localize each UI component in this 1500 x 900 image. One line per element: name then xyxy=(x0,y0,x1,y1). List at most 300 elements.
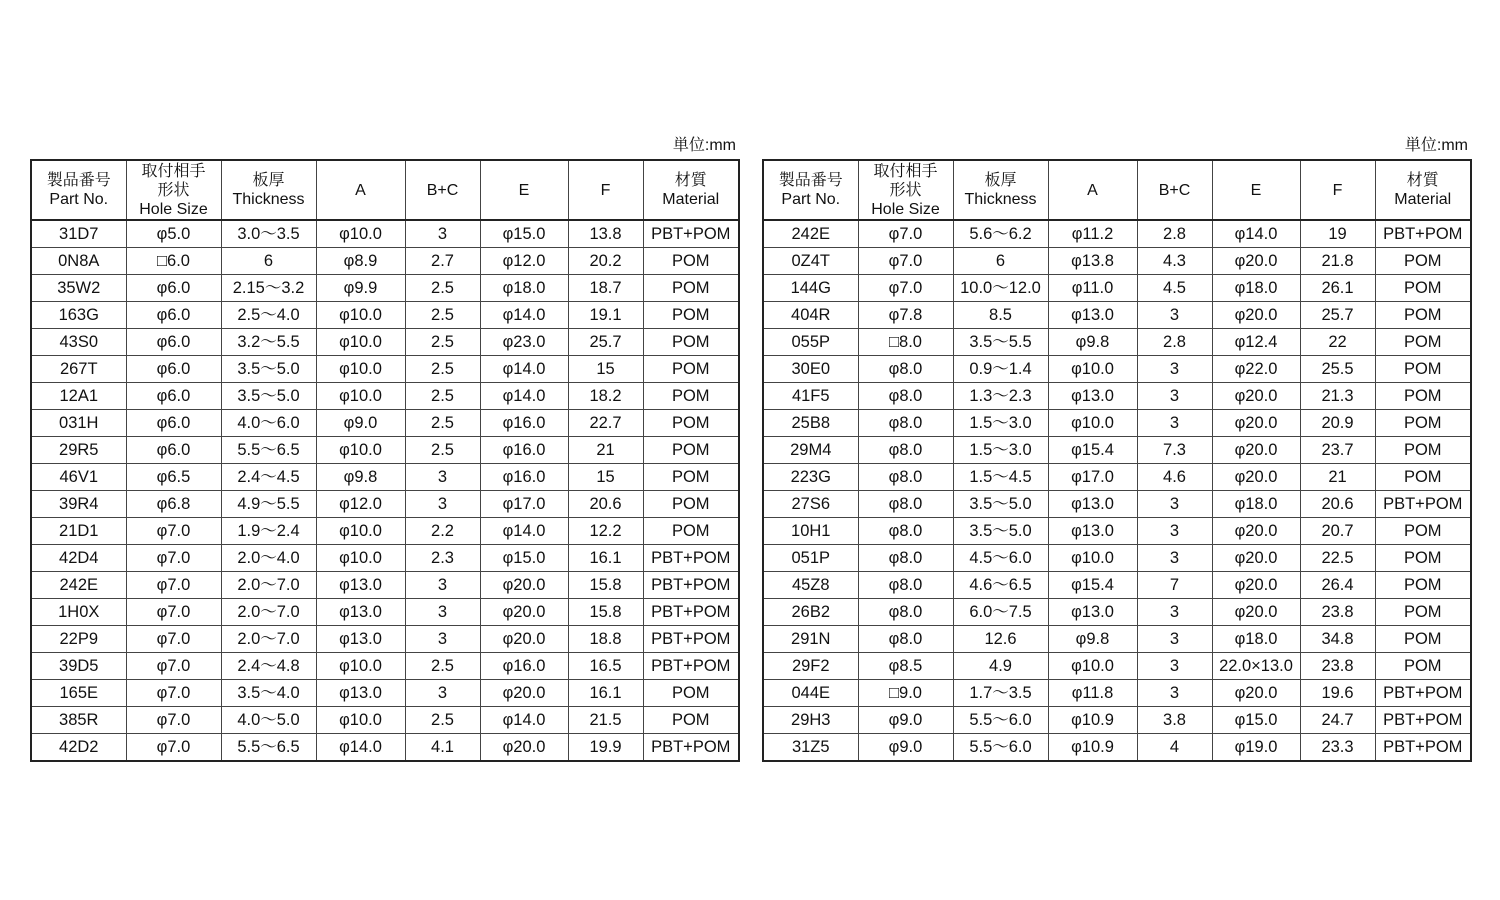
header-row xyxy=(31,160,739,220)
table-row xyxy=(31,680,739,707)
f-cell: 21.5 xyxy=(568,707,643,734)
table-row xyxy=(763,518,1471,545)
thickness-cell: 3.2〜5.5 xyxy=(221,329,316,356)
e-cell: φ18.0 xyxy=(1212,626,1300,653)
bc-cell: 3 xyxy=(1137,410,1212,437)
e-cell: φ20.0 xyxy=(480,572,568,599)
bc-cell: 3 xyxy=(1137,680,1212,707)
table-row xyxy=(31,410,739,437)
hole-size-cell: φ6.0 xyxy=(126,302,221,329)
hole-size-cell: φ8.0 xyxy=(858,599,953,626)
table-row xyxy=(763,653,1471,680)
material-cell: POM xyxy=(643,329,739,356)
table-row xyxy=(31,653,739,680)
material-cell: PBT+POM xyxy=(643,734,739,762)
e-cell: φ20.0 xyxy=(1212,518,1300,545)
thickness-cell: 3.5〜5.0 xyxy=(221,383,316,410)
f-cell: 19.9 xyxy=(568,734,643,762)
header-bc: B+C xyxy=(405,160,480,220)
part-no-cell: 26B2 xyxy=(763,599,858,626)
e-cell: φ22.0 xyxy=(1212,356,1300,383)
f-cell: 21 xyxy=(568,437,643,464)
spec-table-right xyxy=(762,159,1472,762)
hole-size-cell: φ8.0 xyxy=(858,464,953,491)
e-cell: φ18.0 xyxy=(1212,491,1300,518)
bc-cell: 3 xyxy=(1137,626,1212,653)
bc-cell: 2.3 xyxy=(405,545,480,572)
material-cell: PBT+POM xyxy=(643,572,739,599)
a-cell: φ10.9 xyxy=(1048,707,1137,734)
f-cell: 20.6 xyxy=(1300,491,1375,518)
table-row xyxy=(763,356,1471,383)
table-row xyxy=(31,302,739,329)
table-body-left xyxy=(31,220,739,761)
hole-size-cell: φ7.8 xyxy=(858,302,953,329)
material-cell: PBT+POM xyxy=(643,545,739,572)
f-cell: 19 xyxy=(1300,220,1375,248)
spec-table-left-block xyxy=(30,133,738,762)
e-cell: φ15.0 xyxy=(480,545,568,572)
part-no-cell: 291N xyxy=(763,626,858,653)
thickness-cell: 12.6 xyxy=(953,626,1048,653)
material-cell: PBT+POM xyxy=(643,599,739,626)
part-no-cell: 404R xyxy=(763,302,858,329)
f-cell: 20.9 xyxy=(1300,410,1375,437)
thickness-cell: 1.7〜3.5 xyxy=(953,680,1048,707)
hole-size-cell: φ8.0 xyxy=(858,626,953,653)
f-cell: 15 xyxy=(568,356,643,383)
e-cell: φ16.0 xyxy=(480,464,568,491)
part-no-cell: 29H3 xyxy=(763,707,858,734)
table-body-right xyxy=(763,220,1471,761)
f-cell: 19.1 xyxy=(568,302,643,329)
a-cell: φ13.0 xyxy=(316,680,405,707)
thickness-cell: 2.4〜4.8 xyxy=(221,653,316,680)
part-no-cell: 45Z8 xyxy=(763,572,858,599)
e-cell: φ20.0 xyxy=(1212,437,1300,464)
e-cell: φ16.0 xyxy=(480,653,568,680)
thickness-cell: 8.5 xyxy=(953,302,1048,329)
part-no-cell: 165E xyxy=(31,680,126,707)
a-cell: φ10.0 xyxy=(316,653,405,680)
thickness-cell: 5.5〜6.5 xyxy=(221,734,316,762)
a-cell: φ8.9 xyxy=(316,248,405,275)
bc-cell: 2.5 xyxy=(405,275,480,302)
hole-size-cell: φ7.0 xyxy=(126,626,221,653)
part-no-cell: 051P xyxy=(763,545,858,572)
hole-size-cell: φ8.0 xyxy=(858,491,953,518)
e-cell: φ15.0 xyxy=(1212,707,1300,734)
header-hole-size: 取付相手 形状 Hole Size xyxy=(858,160,953,220)
part-no-cell: 35W2 xyxy=(31,275,126,302)
table-row xyxy=(31,572,739,599)
f-cell: 25.5 xyxy=(1300,356,1375,383)
table-row xyxy=(763,464,1471,491)
bc-cell: 3 xyxy=(1137,356,1212,383)
hole-size-cell: φ6.0 xyxy=(126,437,221,464)
thickness-cell: 1.5〜3.0 xyxy=(953,410,1048,437)
bc-cell: 4.5 xyxy=(1137,275,1212,302)
e-cell: φ14.0 xyxy=(480,302,568,329)
e-cell: φ18.0 xyxy=(480,275,568,302)
f-cell: 23.8 xyxy=(1300,599,1375,626)
bc-cell: 2.7 xyxy=(405,248,480,275)
table-row xyxy=(763,734,1471,762)
material-cell: POM xyxy=(643,680,739,707)
part-no-cell: 1H0X xyxy=(31,599,126,626)
header-part-no: 製品番号 Part No. xyxy=(763,160,858,220)
part-no-cell: 144G xyxy=(763,275,858,302)
f-cell: 26.1 xyxy=(1300,275,1375,302)
part-no-cell: 31D7 xyxy=(31,220,126,248)
a-cell: φ10.0 xyxy=(316,356,405,383)
part-no-cell: 385R xyxy=(31,707,126,734)
a-cell: φ13.0 xyxy=(1048,302,1137,329)
table-row xyxy=(763,220,1471,248)
part-no-cell: 22P9 xyxy=(31,626,126,653)
bc-cell: 2.2 xyxy=(405,518,480,545)
hole-size-cell: φ6.0 xyxy=(126,329,221,356)
bc-cell: 3 xyxy=(1137,383,1212,410)
unit-label: 単位:mm xyxy=(1404,137,1468,154)
bc-cell: 7.3 xyxy=(1137,437,1212,464)
part-no-cell: 242E xyxy=(763,220,858,248)
header-row xyxy=(763,160,1471,220)
hole-size-cell: φ6.0 xyxy=(126,410,221,437)
f-cell: 18.8 xyxy=(568,626,643,653)
a-cell: φ13.0 xyxy=(1048,599,1137,626)
table-row xyxy=(763,626,1471,653)
thickness-cell: 6 xyxy=(953,248,1048,275)
bc-cell: 2.5 xyxy=(405,383,480,410)
hole-size-cell: □6.0 xyxy=(126,248,221,275)
hole-size-cell: φ8.0 xyxy=(858,437,953,464)
table-row xyxy=(31,734,739,762)
thickness-cell: 2.0〜7.0 xyxy=(221,572,316,599)
a-cell: φ9.8 xyxy=(1048,329,1137,356)
spec-table-left xyxy=(30,159,740,762)
thickness-cell: 3.5〜5.0 xyxy=(953,491,1048,518)
part-no-cell: 39R4 xyxy=(31,491,126,518)
part-no-cell: 267T xyxy=(31,356,126,383)
hole-size-cell: φ7.0 xyxy=(858,248,953,275)
a-cell: φ10.0 xyxy=(1048,545,1137,572)
f-cell: 12.2 xyxy=(568,518,643,545)
material-cell: POM xyxy=(1375,626,1471,653)
e-cell: φ20.0 xyxy=(480,680,568,707)
f-cell: 23.8 xyxy=(1300,653,1375,680)
header-material: 材質 Material xyxy=(643,160,739,220)
hole-size-cell: φ6.0 xyxy=(126,275,221,302)
table-row xyxy=(763,572,1471,599)
thickness-cell: 4.9 xyxy=(953,653,1048,680)
hole-size-cell: φ6.5 xyxy=(126,464,221,491)
a-cell: φ9.9 xyxy=(316,275,405,302)
material-cell: POM xyxy=(1375,275,1471,302)
e-cell: φ14.0 xyxy=(1212,220,1300,248)
f-cell: 34.8 xyxy=(1300,626,1375,653)
table-row xyxy=(31,518,739,545)
hole-size-cell: φ7.0 xyxy=(126,653,221,680)
thickness-cell: 6 xyxy=(221,248,316,275)
f-cell: 15 xyxy=(568,464,643,491)
hole-size-cell: φ6.0 xyxy=(126,383,221,410)
f-cell: 15.8 xyxy=(568,599,643,626)
material-cell: POM xyxy=(643,491,739,518)
hole-size-cell: □9.0 xyxy=(858,680,953,707)
thickness-cell: 2.4〜4.5 xyxy=(221,464,316,491)
part-no-cell: 42D4 xyxy=(31,545,126,572)
part-no-cell: 031H xyxy=(31,410,126,437)
table-row xyxy=(763,329,1471,356)
hole-size-cell: φ7.0 xyxy=(126,545,221,572)
hole-size-cell: φ5.0 xyxy=(126,220,221,248)
table-row xyxy=(31,275,739,302)
material-cell: POM xyxy=(643,248,739,275)
table-row xyxy=(31,220,739,248)
material-cell: PBT+POM xyxy=(643,220,739,248)
a-cell: φ13.0 xyxy=(1048,383,1137,410)
thickness-cell: 4.0〜6.0 xyxy=(221,410,316,437)
f-cell: 16.1 xyxy=(568,680,643,707)
e-cell: φ18.0 xyxy=(1212,275,1300,302)
hole-size-cell: φ7.0 xyxy=(126,599,221,626)
table-row xyxy=(763,680,1471,707)
thickness-cell: 10.0〜12.0 xyxy=(953,275,1048,302)
bc-cell: 3 xyxy=(1137,545,1212,572)
hole-size-cell: φ9.0 xyxy=(858,707,953,734)
a-cell: φ15.4 xyxy=(1048,437,1137,464)
thickness-cell: 3.5〜4.0 xyxy=(221,680,316,707)
e-cell: φ14.0 xyxy=(480,383,568,410)
thickness-cell: 5.5〜6.5 xyxy=(221,437,316,464)
part-no-cell: 30E0 xyxy=(763,356,858,383)
hole-size-cell: φ8.5 xyxy=(858,653,953,680)
f-cell: 22.7 xyxy=(568,410,643,437)
table-row xyxy=(31,464,739,491)
f-cell: 15.8 xyxy=(568,572,643,599)
hole-size-cell: φ8.0 xyxy=(858,572,953,599)
material-cell: POM xyxy=(1375,248,1471,275)
a-cell: φ13.0 xyxy=(1048,518,1137,545)
part-no-cell: 25B8 xyxy=(763,410,858,437)
f-cell: 20.6 xyxy=(568,491,643,518)
table-row xyxy=(763,707,1471,734)
a-cell: φ10.0 xyxy=(316,329,405,356)
e-cell: φ20.0 xyxy=(1212,464,1300,491)
e-cell: φ20.0 xyxy=(480,734,568,762)
material-cell: PBT+POM xyxy=(643,626,739,653)
a-cell: φ10.0 xyxy=(316,437,405,464)
bc-cell: 2.8 xyxy=(1137,220,1212,248)
material-cell: PBT+POM xyxy=(1375,680,1471,707)
e-cell: φ19.0 xyxy=(1212,734,1300,762)
e-cell: φ20.0 xyxy=(1212,599,1300,626)
header-e: E xyxy=(480,160,568,220)
e-cell: φ20.0 xyxy=(1212,248,1300,275)
a-cell: φ13.0 xyxy=(316,626,405,653)
header-part-no: 製品番号 Part No. xyxy=(31,160,126,220)
table-row xyxy=(763,383,1471,410)
part-no-cell: 055P xyxy=(763,329,858,356)
f-cell: 25.7 xyxy=(1300,302,1375,329)
bc-cell: 3.8 xyxy=(1137,707,1212,734)
e-cell: φ12.4 xyxy=(1212,329,1300,356)
part-no-cell: 42D2 xyxy=(31,734,126,762)
a-cell: φ10.0 xyxy=(1048,356,1137,383)
bc-cell: 3 xyxy=(405,572,480,599)
a-cell: φ10.9 xyxy=(1048,734,1137,762)
bc-cell: 2.8 xyxy=(1137,329,1212,356)
table-row xyxy=(31,383,739,410)
hole-size-cell: φ7.0 xyxy=(858,275,953,302)
a-cell: φ10.0 xyxy=(1048,653,1137,680)
a-cell: φ11.8 xyxy=(1048,680,1137,707)
table-row xyxy=(31,437,739,464)
hole-size-cell: □8.0 xyxy=(858,329,953,356)
thickness-cell: 1.9〜2.4 xyxy=(221,518,316,545)
spec-table-right-block xyxy=(762,133,1470,762)
e-cell: φ20.0 xyxy=(1212,680,1300,707)
thickness-cell: 5.5〜6.0 xyxy=(953,707,1048,734)
bc-cell: 2.5 xyxy=(405,437,480,464)
e-cell: φ15.0 xyxy=(480,220,568,248)
e-cell: φ16.0 xyxy=(480,410,568,437)
bc-cell: 7 xyxy=(1137,572,1212,599)
header-a: A xyxy=(1048,160,1137,220)
part-no-cell: 29R5 xyxy=(31,437,126,464)
material-cell: POM xyxy=(1375,599,1471,626)
thickness-cell: 3.5〜5.5 xyxy=(953,329,1048,356)
a-cell: φ10.0 xyxy=(316,545,405,572)
material-cell: POM xyxy=(1375,464,1471,491)
material-cell: POM xyxy=(1375,302,1471,329)
thickness-cell: 4.9〜5.5 xyxy=(221,491,316,518)
part-no-cell: 31Z5 xyxy=(763,734,858,762)
f-cell: 16.5 xyxy=(568,653,643,680)
header-hole-size: 取付相手 形状 Hole Size xyxy=(126,160,221,220)
f-cell: 20.7 xyxy=(1300,518,1375,545)
bc-cell: 2.5 xyxy=(405,356,480,383)
material-cell: POM xyxy=(1375,572,1471,599)
material-cell: POM xyxy=(643,437,739,464)
hole-size-cell: φ7.0 xyxy=(126,707,221,734)
header-a: A xyxy=(316,160,405,220)
bc-cell: 3 xyxy=(405,599,480,626)
thickness-cell: 0.9〜1.4 xyxy=(953,356,1048,383)
material-cell: POM xyxy=(643,707,739,734)
a-cell: φ10.0 xyxy=(316,302,405,329)
hole-size-cell: φ7.0 xyxy=(126,518,221,545)
material-cell: POM xyxy=(643,464,739,491)
part-no-cell: 29F2 xyxy=(763,653,858,680)
thickness-cell: 3.0〜3.5 xyxy=(221,220,316,248)
hole-size-cell: φ7.0 xyxy=(858,220,953,248)
thickness-cell: 4.5〜6.0 xyxy=(953,545,1048,572)
f-cell: 16.1 xyxy=(568,545,643,572)
e-cell: φ17.0 xyxy=(480,491,568,518)
table-row xyxy=(31,356,739,383)
thickness-cell: 1.3〜2.3 xyxy=(953,383,1048,410)
e-cell: φ14.0 xyxy=(480,518,568,545)
e-cell: φ20.0 xyxy=(1212,383,1300,410)
bc-cell: 2.5 xyxy=(405,410,480,437)
material-cell: POM xyxy=(1375,518,1471,545)
e-cell: φ23.0 xyxy=(480,329,568,356)
part-no-cell: 242E xyxy=(31,572,126,599)
thickness-cell: 5.6〜6.2 xyxy=(953,220,1048,248)
table-row xyxy=(763,599,1471,626)
a-cell: φ10.0 xyxy=(1048,410,1137,437)
part-no-cell: 10H1 xyxy=(763,518,858,545)
part-no-cell: 43S0 xyxy=(31,329,126,356)
table-row xyxy=(763,437,1471,464)
bc-cell: 3 xyxy=(1137,302,1212,329)
e-cell: φ20.0 xyxy=(1212,410,1300,437)
e-cell: φ14.0 xyxy=(480,707,568,734)
material-cell: PBT+POM xyxy=(1375,707,1471,734)
thickness-cell: 3.5〜5.0 xyxy=(221,356,316,383)
thickness-cell: 3.5〜5.0 xyxy=(953,518,1048,545)
hole-size-cell: φ8.0 xyxy=(858,356,953,383)
a-cell: φ10.0 xyxy=(316,518,405,545)
thickness-cell: 4.6〜6.5 xyxy=(953,572,1048,599)
bc-cell: 4.6 xyxy=(1137,464,1212,491)
hole-size-cell: φ7.0 xyxy=(126,572,221,599)
bc-cell: 3 xyxy=(1137,518,1212,545)
thickness-cell: 1.5〜4.5 xyxy=(953,464,1048,491)
hole-size-cell: φ6.0 xyxy=(126,356,221,383)
f-cell: 23.7 xyxy=(1300,437,1375,464)
table-row xyxy=(763,275,1471,302)
material-cell: POM xyxy=(1375,410,1471,437)
bc-cell: 2.5 xyxy=(405,329,480,356)
bc-cell: 3 xyxy=(1137,491,1212,518)
hole-size-cell: φ6.8 xyxy=(126,491,221,518)
part-no-cell: 39D5 xyxy=(31,653,126,680)
material-cell: POM xyxy=(643,356,739,383)
bc-cell: 3 xyxy=(405,680,480,707)
a-cell: φ13.0 xyxy=(1048,491,1137,518)
material-cell: PBT+POM xyxy=(1375,491,1471,518)
a-cell: φ10.0 xyxy=(316,707,405,734)
material-cell: POM xyxy=(1375,545,1471,572)
hole-size-cell: φ8.0 xyxy=(858,518,953,545)
table-row xyxy=(31,329,739,356)
f-cell: 13.8 xyxy=(568,220,643,248)
material-cell: POM xyxy=(643,302,739,329)
bc-cell: 3 xyxy=(405,491,480,518)
hole-size-cell: φ7.0 xyxy=(126,734,221,762)
material-cell: POM xyxy=(1375,356,1471,383)
f-cell: 24.7 xyxy=(1300,707,1375,734)
a-cell: φ13.0 xyxy=(316,572,405,599)
table-row xyxy=(31,599,739,626)
bc-cell: 3 xyxy=(1137,653,1212,680)
f-cell: 21.3 xyxy=(1300,383,1375,410)
f-cell: 18.7 xyxy=(568,275,643,302)
table-row xyxy=(763,410,1471,437)
thickness-cell: 2.15〜3.2 xyxy=(221,275,316,302)
e-cell: φ20.0 xyxy=(480,599,568,626)
a-cell: φ9.8 xyxy=(1048,626,1137,653)
part-no-cell: 12A1 xyxy=(31,383,126,410)
f-cell: 22 xyxy=(1300,329,1375,356)
e-cell: φ14.0 xyxy=(480,356,568,383)
f-cell: 21 xyxy=(1300,464,1375,491)
bc-cell: 4.3 xyxy=(1137,248,1212,275)
bc-cell: 3 xyxy=(1137,599,1212,626)
